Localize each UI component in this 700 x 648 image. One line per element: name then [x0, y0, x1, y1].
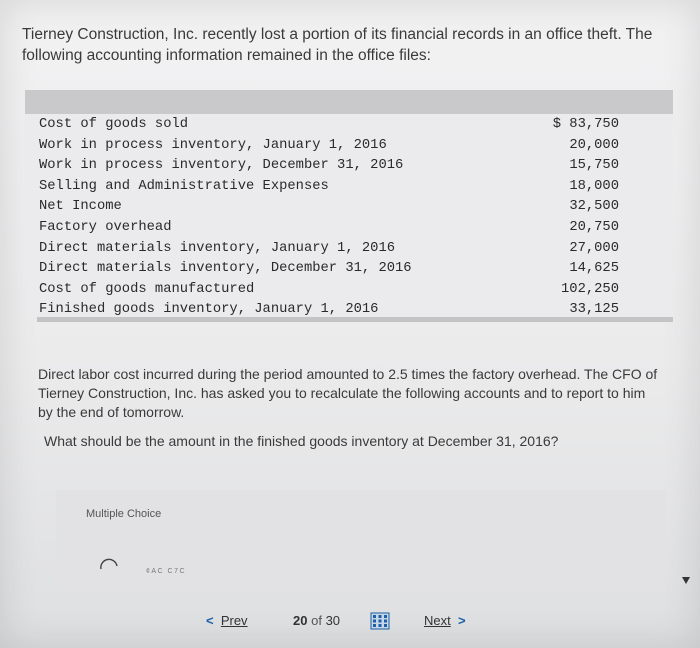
table-row: [39, 115, 619, 136]
prev-label: Prev: [220, 613, 248, 628]
current-page: 20: [293, 613, 308, 628]
question-text: What should be the amount in the finished goods inventory at December 31, 2016?: [44, 433, 559, 449]
radio-button-icon[interactable]: [98, 557, 120, 579]
table-row: [39, 259, 619, 280]
chevron-right-icon: >: [457, 613, 466, 628]
table-header-bar: [25, 90, 673, 114]
chevron-left-icon: <: [206, 613, 214, 628]
table-row: [39, 280, 619, 301]
row-value: 33,125: [569, 302, 619, 318]
answer-option-text[interactable]: ¢AC C7C: [146, 568, 187, 575]
scroll-down-icon[interactable]: [682, 575, 690, 585]
problem-description: Direct labor cost incurred during the period amounted to 2.5 times the factory overhead. The CFO of Tierney Construction, Inc. has asked you to recalculate the following accounts and to report to him by the end of tomorrow.: [38, 366, 658, 420]
financial-records-table: [25, 90, 673, 318]
table-row: [39, 218, 619, 239]
row-label: Selling and Administrative Expenses: [39, 178, 329, 194]
table-row: [39, 136, 619, 157]
total-pages: 30: [325, 613, 341, 628]
multiple-choice-label: Multiple Choice: [86, 508, 162, 520]
row-label: Direct materials inventory, December 31, 2016: [39, 261, 412, 277]
row-label: Work in process inventory, December 31, 2016: [39, 158, 404, 174]
row-label: Factory overhead: [39, 219, 172, 235]
row-value: $ 83,750: [552, 117, 619, 132]
prev-button[interactable]: [206, 613, 248, 628]
table-footer-bar: [37, 317, 673, 322]
table-row: [39, 177, 619, 198]
row-value: 20,750: [569, 219, 619, 235]
row-value: 15,750: [569, 158, 619, 174]
table-body: [39, 115, 619, 321]
row-value: 18,000: [569, 178, 619, 194]
table-row: [39, 239, 619, 260]
multiple-choice-panel: [56, 490, 666, 590]
table-row: [39, 197, 619, 218]
row-value: 27,000: [569, 240, 619, 256]
row-label: Cost of goods manufactured: [39, 281, 255, 297]
table-row: [39, 156, 619, 177]
page-indicator: [293, 613, 340, 628]
row-label: Finished goods inventory, January 1, 2016: [39, 302, 379, 318]
page-of-label: of: [311, 613, 322, 628]
question-navigation: [0, 605, 700, 635]
row-label: Direct materials inventory, January 1, 2016: [39, 240, 396, 256]
row-value: 102,250: [561, 281, 619, 297]
row-value: 32,500: [569, 199, 619, 215]
row-label: Cost of goods sold: [39, 117, 189, 132]
row-value: 20,000: [569, 137, 619, 153]
row-value: 14,625: [569, 261, 619, 277]
question-grid-icon[interactable]: [370, 612, 390, 630]
row-label: Work in process inventory, January 1, 2016: [39, 137, 387, 153]
row-label: Net Income: [39, 199, 122, 215]
next-label: Next: [424, 613, 451, 628]
next-button[interactable]: [424, 613, 466, 628]
problem-intro: Tierney Construction, Inc. recently lost a portion of its financial records in an office theft. The following accounting information remained in the office files:: [22, 26, 653, 64]
